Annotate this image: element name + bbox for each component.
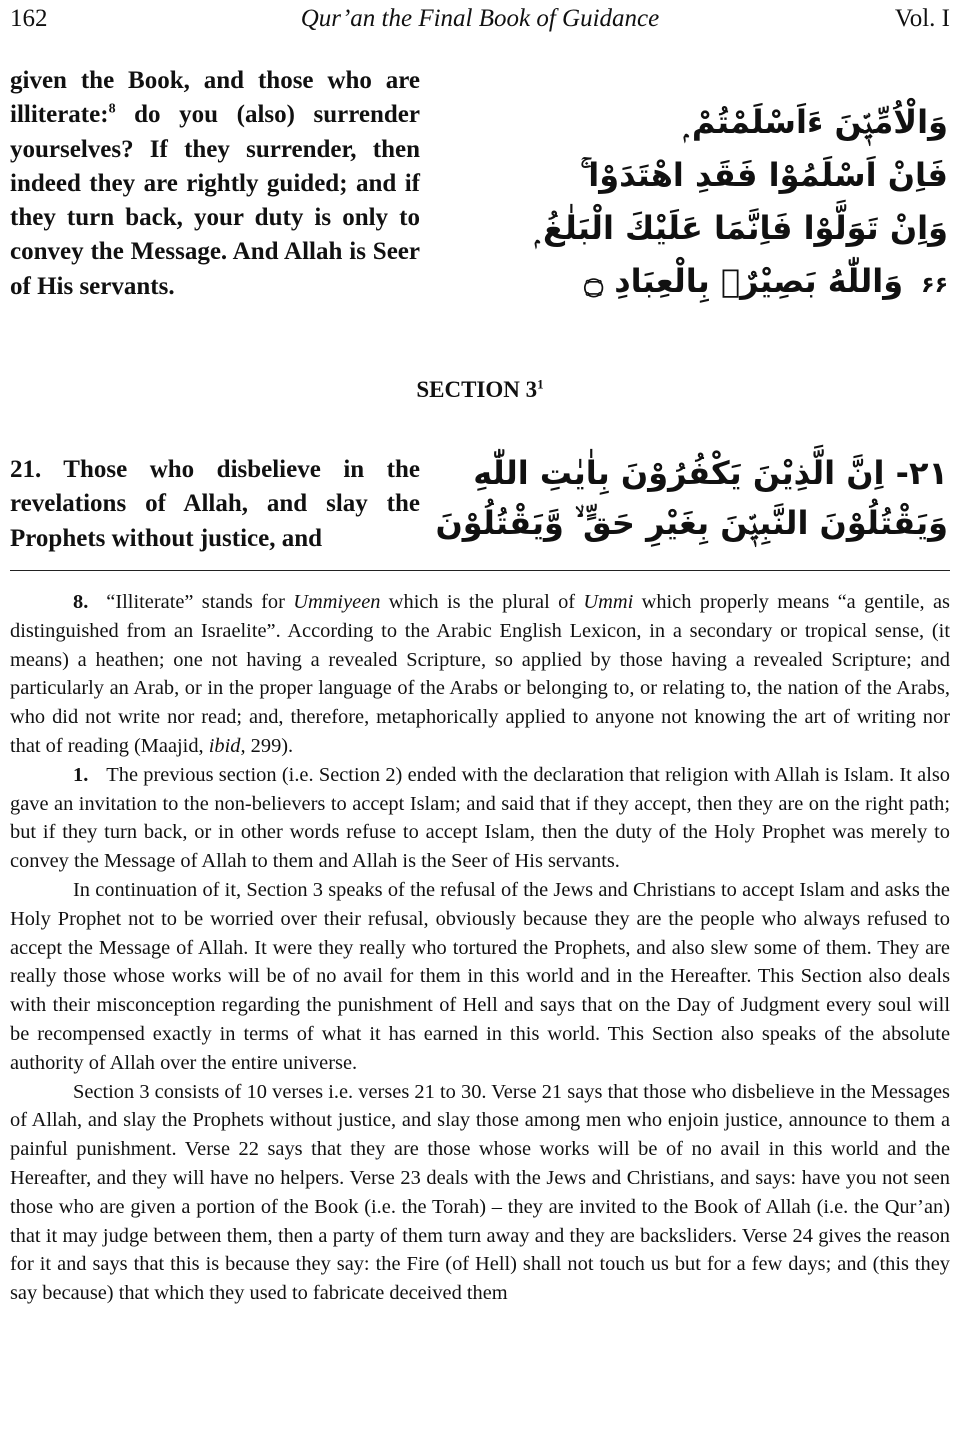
footnote-ref-1[interactable]: 1 — [537, 376, 544, 392]
verse-20-translation — [10, 64, 420, 304]
footnote-1-paragraph: In continuation of it, Section 3 speaks of the refusal of the Jews and Christians to accept Islam and asks the Holy Prophet not to be worried over their refusal, obviously because they are the people who always refused to accept the Message of Allah. It were they really who tortured the Prophets, and also slew some of them. They are really those whose works will be of no avail for them in this world and in the Hereafter. This Section also deals with their misconception regarding the punishment of Hell and says that on the Day of Judgment every soul will be recompensed exactly in terms of what it has earned in this world. This Section also speaks of the absolute authority of Allah over the entire universe. — [10, 878, 950, 1074]
running-title: Qur’an the Final Book of Guidance — [300, 5, 660, 32]
verse-text-part: given the Book, and those who are illiterate: — [10, 67, 420, 129]
arabic-line: فَاِنْ اَسْلَمُوْا فَقَدِ اهْتَدَوْا ۚ — [580, 156, 948, 194]
footnote-text: which properly means “a gentile, as distinguished from an Israelite”. According to the Arabic English Lexicon, in a secondary or tropical sense, (it means) a heathen; one not having a revealed Scripture, so applied by those having a revealed Scripture; and particularly an Arab, or in the proper language of the Arabs or belonging to, or relating to, the nation of the Arabs, who did not write nor read; and, therefore, metaphorically applied to anyone not knowing the art of writing nor that of reading (Maajid, — [10, 591, 950, 757]
page-header — [10, 2, 950, 36]
footnote-number: 1. — [73, 763, 89, 786]
section-heading-text: SECTION 3 — [416, 377, 538, 402]
verse-text-part: do you (also) surrender yourselves? If they surrender, then indeed they are rightly guided; and if they turn back, your duty is only to convey the Message. And Allah is Seer of His servants. — [10, 101, 420, 300]
verse-21-text: 21. Those who disbelieve in the revelations of Allah, and slay the Prophets without justice, and — [10, 456, 420, 552]
footnote-number: 8. — [73, 591, 89, 613]
arabic-line: وَاِنْ تَوَلَّوْا فَاِنَّمَا عَلَيْكَ الْبَلٰغُ ۭ — [534, 209, 948, 247]
page-number: 162 — [10, 5, 48, 32]
footnote-text: which is the plural of — [380, 591, 584, 613]
arabic-line: وَالْاُمِّيّٖنَ ءَاَسْلَمْتُمْ ۭ — [683, 103, 948, 141]
arabic-line: ٢١- اِنَّ الَّذِيْنَ يَكْفُرُوْنَ بِاٰيٰتِ اللّٰهِ — [473, 454, 948, 492]
section-heading — [0, 377, 960, 403]
footnote-divider — [10, 570, 950, 571]
verse-20-arabic — [534, 96, 948, 312]
footnote-text: 299). — [245, 734, 294, 757]
footnote-italic: Ummi — [583, 591, 634, 613]
footnote-text: “Illiterate” stands for — [106, 591, 294, 613]
ayah-end-marker: ۶۶ — [921, 273, 948, 298]
verse-21-arabic — [435, 448, 948, 548]
arabic-line — [584, 255, 948, 312]
footnote-ref-8[interactable]: 8 — [108, 101, 116, 117]
verse-21-translation — [10, 453, 420, 556]
footnote-1-paragraph: Section 3 consists of 10 verses i.e. verses 21 to 30. Verse 21 says that those who disbelieve in the Messages of Allah, and slay the Prophets without justice, and slay those among men who enjoin justice, announce to them a painful punishment. Verse 22 says that they are those whose works will be of no avail in this world and the Hereafter, and they will have no helpers. Verse 23 deals with the Jews and Christians, and says: have you not seen those who are given a portion of the Book (i.e. the Torah) – they are invited to the Book of Allah (i.e. the Qur’an) that it may judge between them, then a party of them turn away and they are backsliders. Verse 24 gives the reason for it and says that this is because they say: the Fire (of Hell) shall not touch us but for a few days; and (this they say because) that which they used to fabricate deceived them — [10, 1080, 950, 1305]
footnote-1 — [10, 761, 950, 876]
arabic-line-text: وَاللّٰهُ بَصِيْرٌۢ بِالْعِبَادِ ۝ — [584, 262, 904, 300]
footnote-italic: ibid, — [208, 734, 246, 757]
volume-label: Vol. I — [894, 5, 950, 32]
footnote-italic: Ummiyeen — [293, 591, 381, 613]
arabic-line: وَيَقْتُلُوْنَ النَّبِيّٖنَ بِغَيْرِ حَقٍّ ۙ وَّيَقْتُلُوْنَ — [435, 504, 948, 542]
footnote-text: The previous section (i.e. Section 2) ended with the declaration that religion with Allah is Islam. It also gave an invitation to the non-believers to accept Islam; and said that if they accept, then they are on the right path; but if they turn back, or in other words refuse to accept Islam, then the duty of the Holy Prophet was merely to convey the Message of Allah to them and Allah is the Seer of His servants. — [10, 763, 950, 873]
footnotes — [10, 588, 950, 1308]
footnote-8 — [10, 588, 950, 761]
